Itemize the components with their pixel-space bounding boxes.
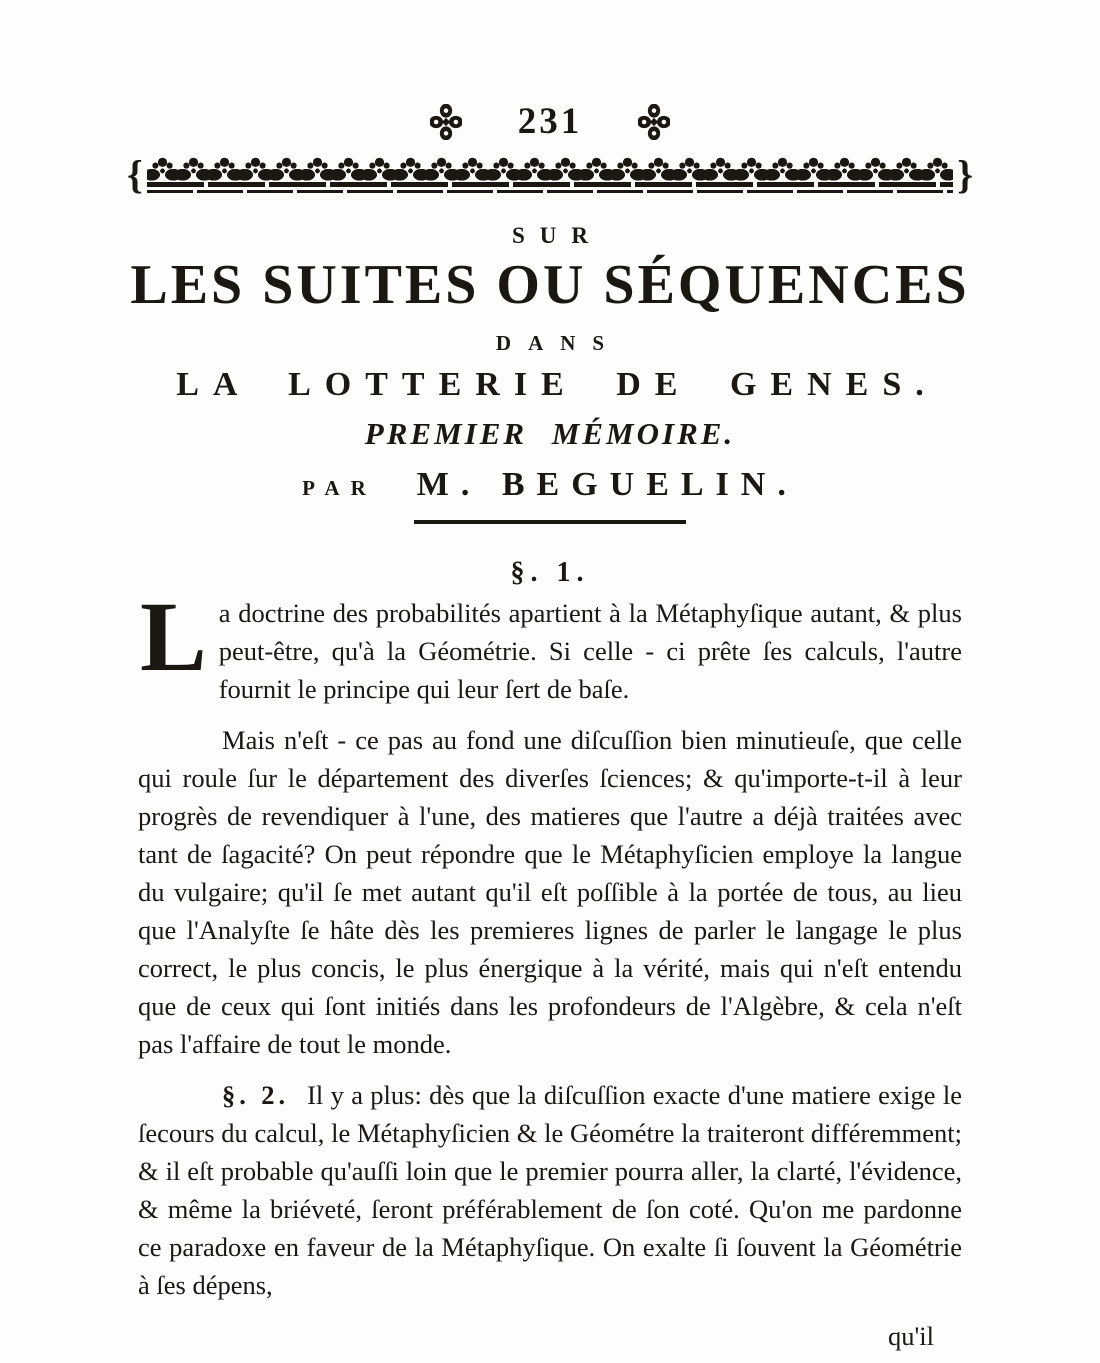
title-subtitle: LA LOTTERIE DE GENES. — [176, 366, 938, 403]
running-head — [0, 0, 1100, 143]
drop-cap: L — [140, 581, 207, 692]
paragraph-3-text: Il y a plus: dès que la diſcuſſion exacte d'une matiere exige le ſecours du calcul, le Métaphyſicien & le Géométre la traiteront différemment; & il eſt probable qu'auſſi loin que le premier pourra aller, la clarté, l'évidence, & même la briéveté, ſeront préférablement de ſon coté. Qu'on me pardonne ce paradoxe en faveur de la Métaphyſique. On exalte ſi ſouvent la Géométrie à ſes dépens, — [138, 1080, 963, 1300]
double-rule-top — [147, 182, 953, 187]
page-number: 231 — [517, 101, 583, 142]
headpiece-ornament-band — [127, 152, 973, 197]
paragraph-1-text: a doctrine des probabilités apartient à la Métaphyſique autant, & plus peut-être, qu'à la Géométrie. Si celle - ci prête ſes calculs, l'autre fournit le principe qui leur ſert de baſe. — [218, 598, 962, 704]
byline — [0, 466, 1100, 504]
paragraph-3 — [138, 1076, 962, 1304]
fleuron-icon — [430, 104, 462, 140]
section-1-heading: §. 1. — [510, 557, 590, 588]
memoir-line: PREMIER MÉMOIRE. — [364, 416, 736, 451]
body-text — [138, 554, 962, 1355]
title-connector: DANS — [495, 331, 622, 355]
section-2-lead: §. 2. — [222, 1080, 290, 1110]
title-rule — [414, 520, 686, 524]
title-kicker: SUR — [511, 223, 603, 248]
band-right-hook: } — [957, 152, 973, 197]
catchword: qu'il — [888, 1321, 934, 1351]
paragraph-2 — [138, 721, 962, 1063]
floral-motif-row-icon — [147, 157, 953, 181]
fleuron-icon — [638, 104, 670, 140]
band-left-hook: { — [127, 152, 143, 197]
paragraph-2-text: Mais n'eſt - ce pas au fond une diſcuſſion bien minutieuſe, que celle qui roule ſur le département des diverſes ſciences; & qu'importe-t-il à leur progrès de revendiquer à l'une, des matieres que l'autre a déjà traitées avec tant de ſagacité? On peut répondre que le Métaphyſicien employe la langue du vulgaire; qu'il ſe met autant qu'il eſt poſſible à la portée de tous, au lieu que l'Analyſte ſe hâte dès les premieres lignes de parler le langage le plus correct, le plus concis, le plus énergique à la vérité, mais qui n'eſt entendu que de ceux qui ſont initiés dans les profondeurs de l'Algèbre, & cela n'eſt pas l'affaire de tout le monde. — [138, 725, 962, 1059]
paragraph-1 — [138, 581, 962, 708]
double-rule-bottom — [147, 190, 953, 193]
author-name: M. BEGUELIN. — [416, 466, 798, 503]
title-main: LES SUITES OU SÉQUENCES — [130, 254, 970, 316]
byline-prefix: PAR — [302, 476, 377, 500]
title-block — [0, 223, 1100, 524]
